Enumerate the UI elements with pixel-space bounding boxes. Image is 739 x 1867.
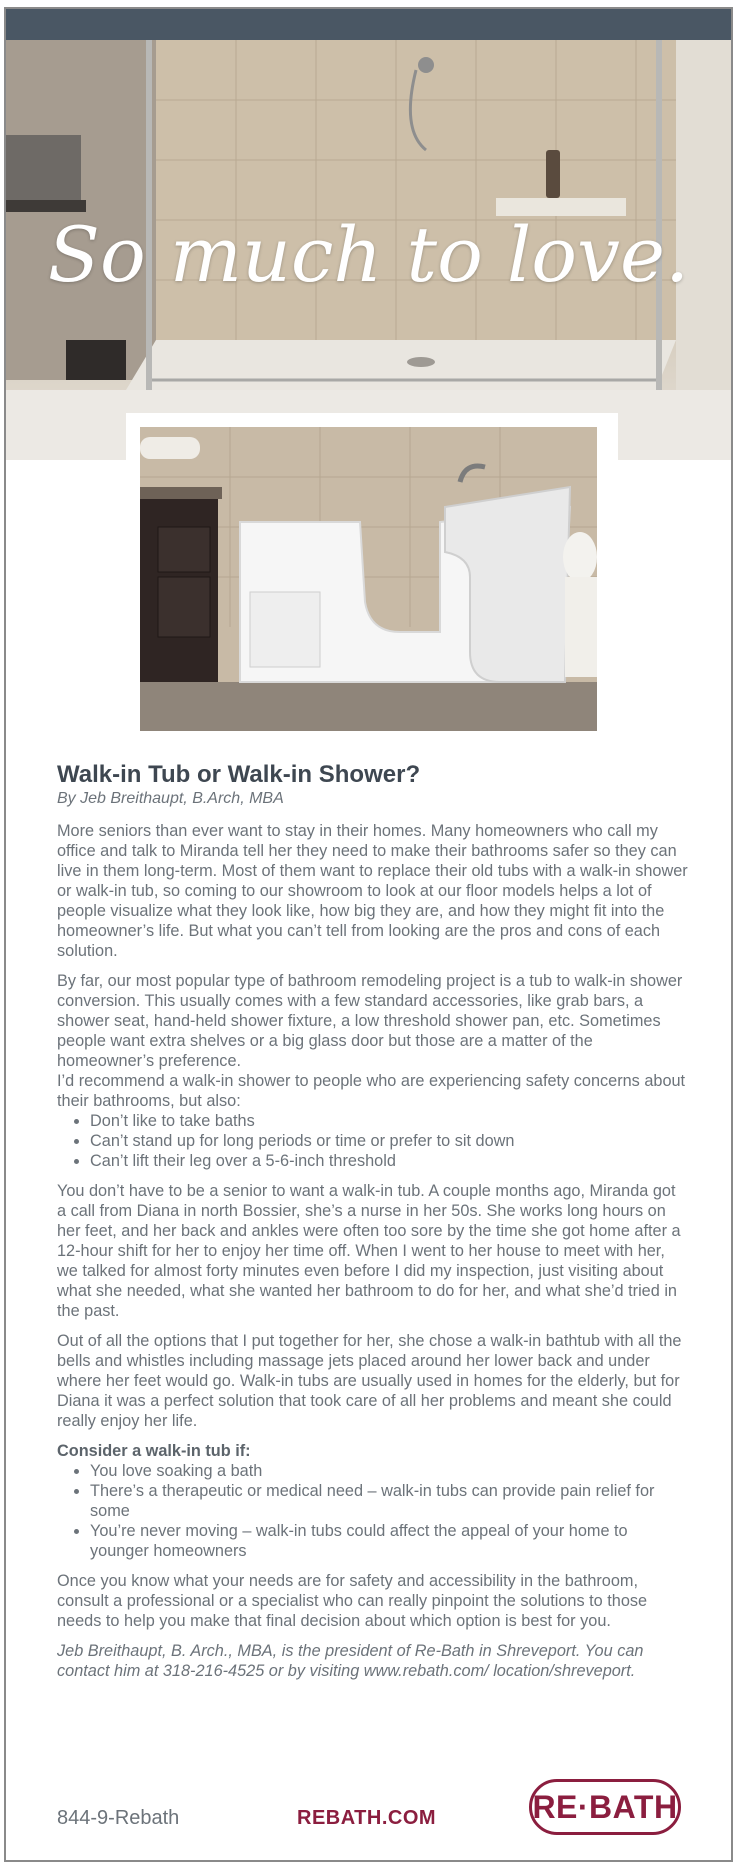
list-item: • You’re never moving – walk-in tubs could affect the appeal of your home to younger homeowners bbox=[90, 1521, 689, 1561]
logo-text: RE·BATH bbox=[532, 1788, 678, 1825]
list-item: • You love soaking a bath bbox=[90, 1461, 689, 1481]
walk-in-tub-photo-frame bbox=[126, 413, 618, 736]
paragraph-conclusion: Once you know what your needs are for safety and accessibility in the bathroom, consult a professional or a specialist who can really pinpoint the solutions to those needs to help you make that final decision about which option is best for you. bbox=[57, 1572, 648, 1630]
shower-reasons-list bbox=[57, 1111, 689, 1171]
list-item: • Don’t like to take baths bbox=[90, 1111, 689, 1131]
article bbox=[57, 761, 689, 1691]
hero-title: So much to love. bbox=[47, 210, 690, 299]
footer bbox=[6, 1779, 731, 1849]
paragraph-shower-conversion: By far, our most popular type of bathroom remodeling project is a tub to walk-in shower conversion. This usually comes with a few standard accessories, like grab bars, a shower seat, hand-held shower fixture, a low threshold shower pan, etc. Sometimes people want extra shelves or a big glass door but those are a matter of the homeowner’s preference. bbox=[57, 972, 683, 1070]
phone-number[interactable]: 844-9-Rebath bbox=[57, 1807, 180, 1829]
list-item: • Can’t stand up for long periods or time or prefer to sit down bbox=[90, 1131, 689, 1151]
paragraph-intro: More seniors than ever want to stay in their homes. Many homeowners who call my office and talk to Miranda tell her they need to make their bathrooms safer so they can live in them long-term. Most of them want to replace their old tubs with a walk-in shower or walk-in tub, so coming to our showroom to look at our floor models helps a lot of people visualize what they look like, how big they are, and how they might fit into the homeowner’s life. But what you can’t tell from looking are the pros and cons of each solution. bbox=[57, 822, 688, 960]
article-title: Walk-in Tub or Walk-in Shower? bbox=[57, 761, 421, 788]
website-link[interactable]: REBATH.COM bbox=[297, 1807, 437, 1829]
paragraph-diana-story: You don’t have to be a senior to want a walk-in tub. A couple months ago, Miranda got a call from Diana in north Bossier, she’s a nurse in her 50s. She works long hours on her feet, and her back and ankles were often too sore by the time she got home after a 12-hour shift for her to enjoy her time off. When I went to her house to meet with her, we talked for almost forty minutes even before I did my inspection, just visiting about what she needed, what she wanted her bathroom to do for her, and what she’d tried in the past. bbox=[57, 1182, 681, 1320]
paragraph-shower-recommendation: I’d recommend a walk-in shower to people who are experiencing safety concerns about their bathrooms, but also: bbox=[57, 1072, 686, 1110]
walk-in-tub-photo bbox=[140, 427, 597, 731]
top-bar bbox=[6, 9, 731, 40]
list-item: • There’s a therapeutic or medical need – walk-in tubs can provide pain relief for some bbox=[90, 1481, 689, 1521]
ad-page bbox=[4, 7, 733, 1862]
article-byline: By Jeb Breithaupt, B.Arch, MBA bbox=[57, 790, 284, 807]
tub-list-heading: Consider a walk-in tub if: bbox=[57, 1442, 251, 1460]
hero-shower-image bbox=[6, 40, 731, 460]
tub-reasons-list bbox=[57, 1461, 689, 1561]
paragraph-diana-solution: Out of all the options that I put together for her, she chose a walk-in bathtub with all the bells and whistles including massage jets placed around her lower back and under where her feet would go. Walk-in tubs are usually used in homes for the elderly, but for Diana it was a perfect solution that took care of all her problems and meant she could really enjoy her life. bbox=[57, 1332, 682, 1430]
author-bio: Jeb Breithaupt, B. Arch., MBA, is the president of Re-Bath in Shreveport. You can contact him at 318-216-4525 or by visiting www.rebath.com/ location/shreveport. bbox=[57, 1642, 644, 1680]
rebath-logo bbox=[529, 1779, 681, 1835]
walk-in-tub-illustration bbox=[140, 427, 597, 731]
list-item: • Can’t lift their leg over a 5-6-inch threshold bbox=[90, 1151, 689, 1171]
